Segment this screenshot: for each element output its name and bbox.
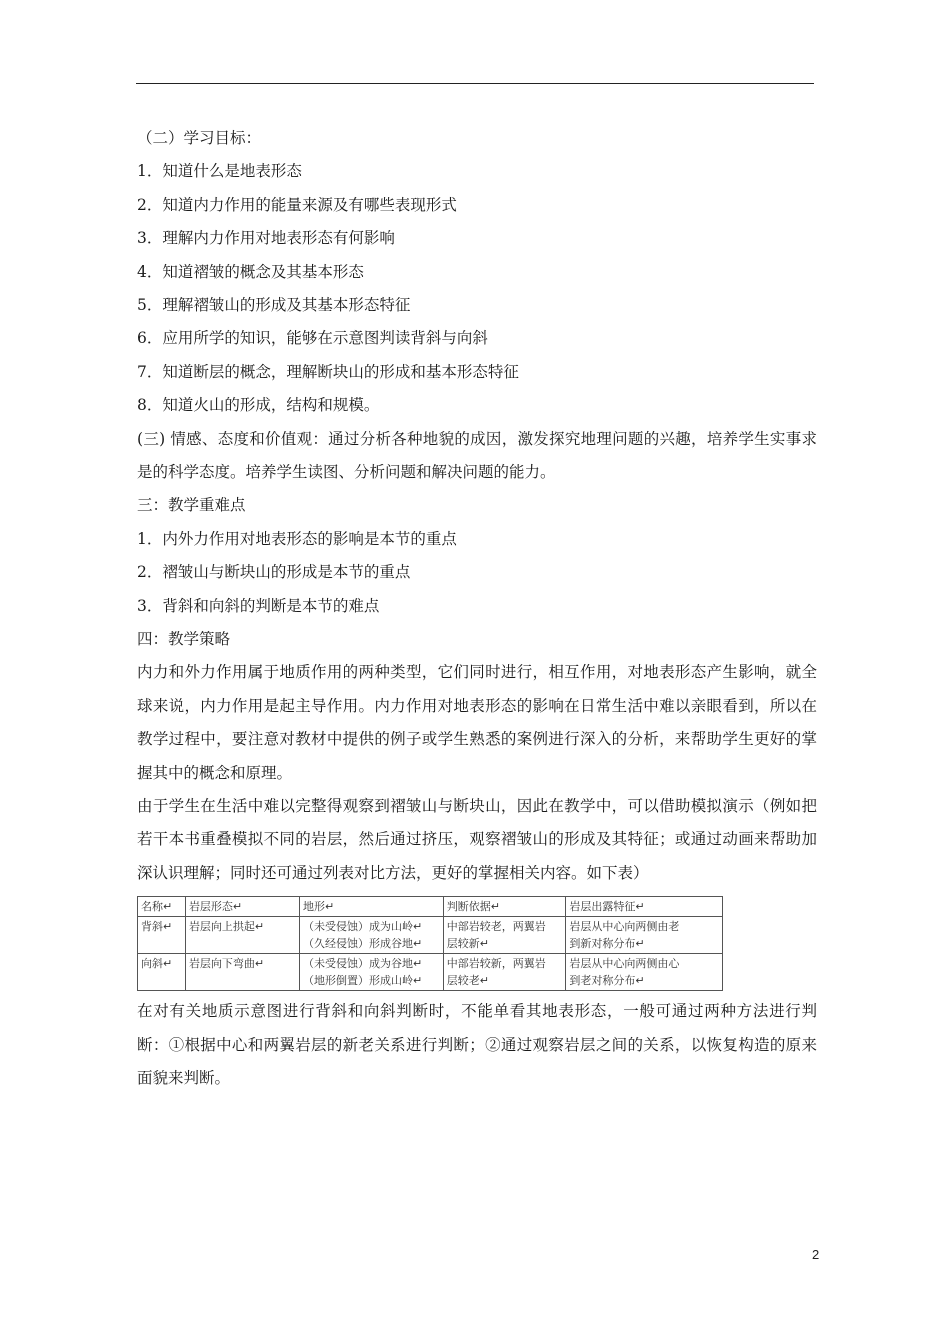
table-cell: 向斜↵ bbox=[138, 954, 186, 991]
table-header-cell: 地形↵ bbox=[299, 897, 443, 917]
keypoint-item: 1．内外力作用对地表形态的影响是本节的重点 bbox=[137, 529, 457, 548]
table-cell: 岩层向下弯曲↵ bbox=[185, 954, 299, 991]
goal-item: 7．知道断层的概念，理解断块山的形成和基本形态特征 bbox=[137, 362, 519, 381]
header-rule bbox=[136, 83, 814, 84]
document-body bbox=[137, 122, 817, 1095]
emotion-paragraph: (三) 情感、态度和价值观：通过分析各种地貌的成因，激发探究地理问题的兴趣，培养学生实事求是的科学态度。培养学生读图、分析问题和解决问题的能力。 bbox=[137, 429, 817, 481]
goal-item: 2．知道内力作用的能量来源及有哪些表现形式 bbox=[137, 195, 457, 214]
table-header-row bbox=[138, 897, 723, 917]
strategy-paragraph: 内力和外力作用属于地质作用的两种类型，它们同时进行，相互作用，对地表形态产生影响，就全球来说，内力作用是起主导作用。内力作用对地表形态的影响在日常生活中难以亲眼看到，所以在教学过程中，要注意对教材中提供的例子或学生熟悉的案例进行深入的分析，来帮助学生更好的掌握其中的概念和原理。 bbox=[137, 663, 817, 782]
table-cell: （未受侵蚀）成为山岭↵ （久经侵蚀）形成谷地↵ bbox=[299, 917, 443, 954]
keypoint-item: 2．褶皱山与断块山的形成是本节的重点 bbox=[137, 563, 411, 582]
table-row bbox=[138, 917, 723, 954]
section-heading-goals: （二）学习目标： bbox=[137, 129, 262, 147]
table-cell: （未受侵蚀）成为谷地↵ （地形倒置）形成山岭↵ bbox=[299, 954, 443, 991]
table-cell: 中部岩较老，两翼岩 层较新↵ bbox=[443, 917, 566, 954]
section-heading-strategy: 四：教学策略 bbox=[137, 629, 231, 648]
table-cell: 岩层从中心向两侧由老 到新对称分布↵ bbox=[566, 917, 723, 954]
goal-item: 1．知道什么是地表形态 bbox=[137, 162, 302, 181]
table-cell: 岩层向上拱起↵ bbox=[185, 917, 299, 954]
goal-item: 8．知道火山的形成，结构和规模。 bbox=[137, 396, 380, 415]
comparison-table-image bbox=[137, 896, 723, 991]
page-number: 2 bbox=[812, 1247, 820, 1262]
table-header-cell: 岩层形态↵ bbox=[185, 897, 299, 917]
table-header-cell: 岩层出露特征↵ bbox=[566, 897, 723, 917]
judgement-paragraph: 在对有关地质示意图进行背斜和向斜判断时，不能单看其地表形态，一般可通过两种方法进行判断：①根据中心和两翼岩层的新老关系进行判断；②通过观察岩层之间的关系，以恢复构造的原来面貌来判断。 bbox=[137, 1002, 817, 1087]
keypoint-item: 3．背斜和向斜的判断是本节的难点 bbox=[137, 596, 380, 615]
strategy-paragraph-2: 由于学生在生活中难以完整得观察到褶皱山与断块山，因此在教学中，可以借助模拟演示（例如把若干本书重叠模拟不同的岩层，然后通过挤压，观察褶皱山的形成及其特征；或通过动画来帮助加深认识理解；同时还可通过列表对比方法，更好的掌握相关内容。如下表） bbox=[137, 796, 817, 882]
goal-item: 4．知道褶皱的概念及其基本形态 bbox=[137, 262, 364, 281]
goal-item: 5．理解褶皱山的形成及其基本形态特征 bbox=[137, 295, 411, 314]
table-row bbox=[138, 954, 723, 991]
table-header-cell: 名称↵ bbox=[138, 897, 186, 917]
table-cell: 岩层从中心向两侧由心 到老对称分布↵ bbox=[566, 954, 723, 991]
table-cell: 中部岩较新，两翼岩 层较老↵ bbox=[443, 954, 566, 991]
table-cell: 背斜↵ bbox=[138, 917, 186, 954]
table-header-cell: 判断依据↵ bbox=[443, 897, 566, 917]
comparison-table bbox=[137, 896, 723, 991]
goal-item: 3．理解内力作用对地表形态有何影响 bbox=[137, 229, 395, 248]
section-heading-keypoints: 三：教学重难点 bbox=[137, 496, 246, 515]
goal-item: 6．应用所学的知识，能够在示意图判读背斜与向斜 bbox=[137, 329, 488, 348]
